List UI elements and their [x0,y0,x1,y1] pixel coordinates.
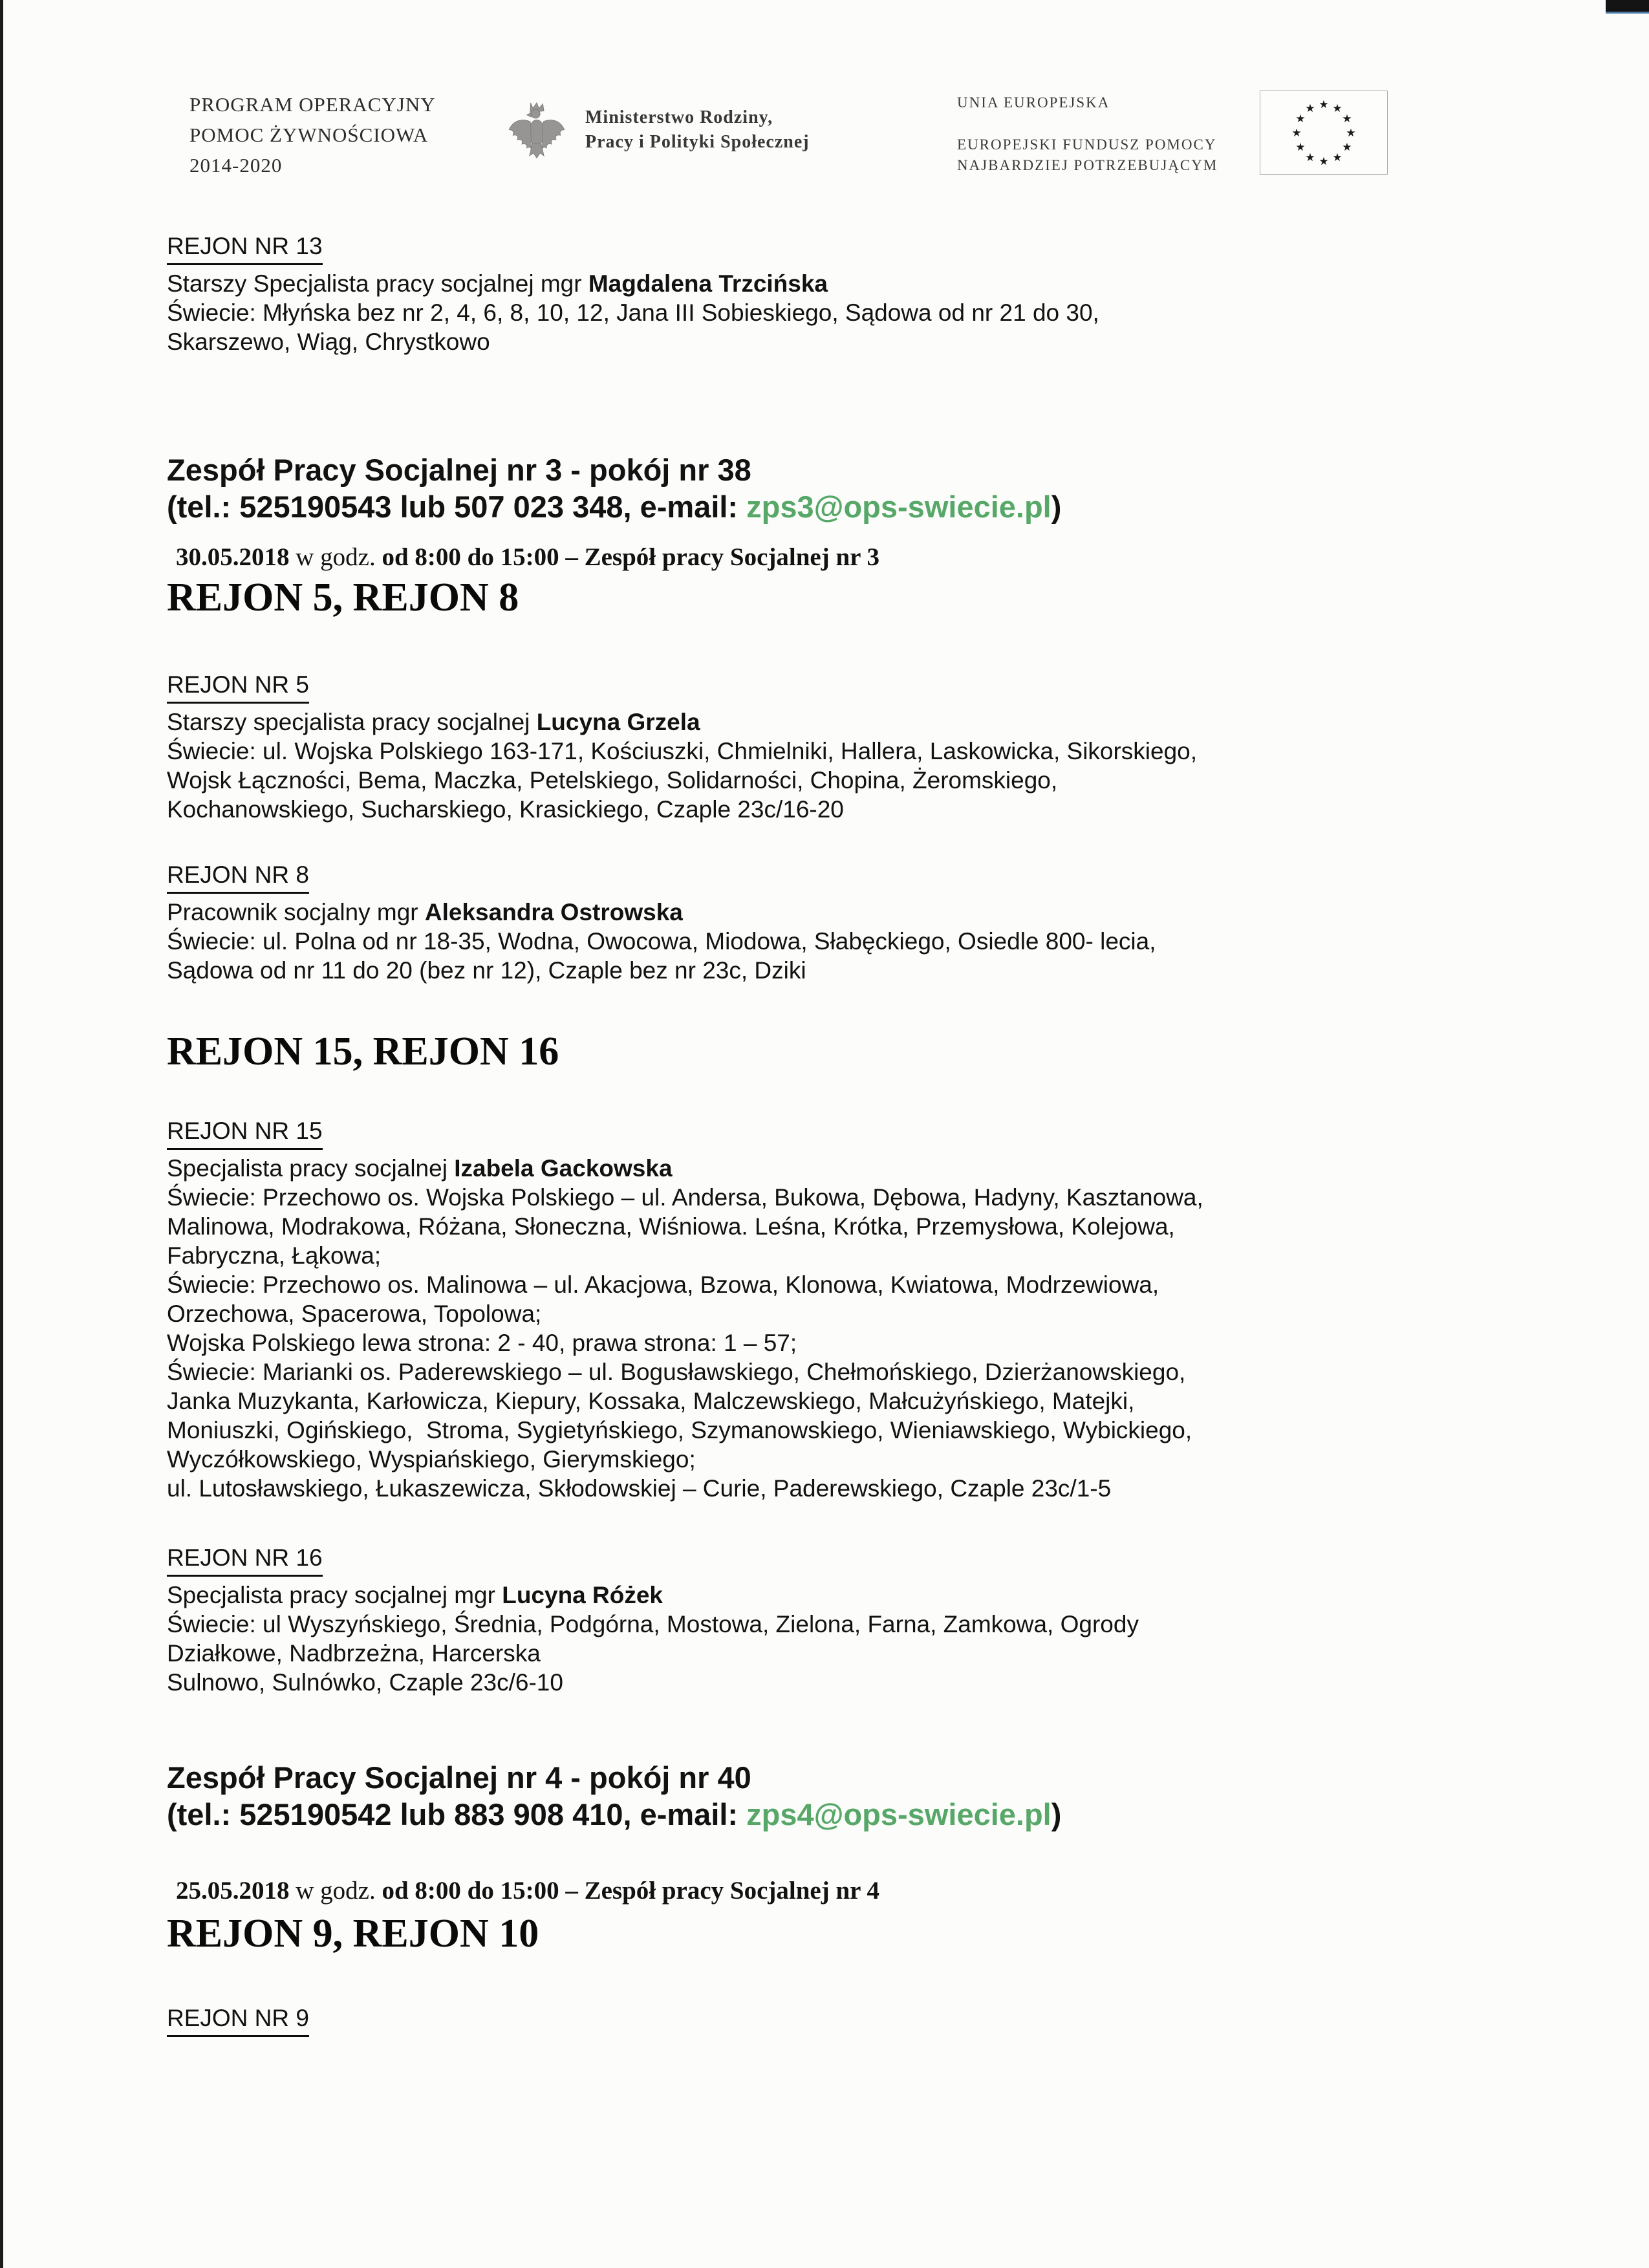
tel-text: (tel.: 525190542 lub 883 908 410, e-mail: [167,1797,747,1831]
rejon-5-title: REJON NR 5 [167,670,309,704]
rejon-16-title: REJON NR 16 [167,1543,323,1577]
section-rejon-13 [167,232,1493,356]
section-rejon-16 [167,1543,1493,1697]
svg-text:★: ★ [1305,102,1315,115]
worker-role: Pracownik socjalny mgr [167,899,425,925]
rejon-15-streets [167,1183,1493,1503]
scan-artifact-left-edge [0,0,3,2268]
zespol-3-schedule [176,542,1502,573]
heading-rejon-5-8: REJON 5, REJON 8 [167,576,519,620]
address-line: Świecie: Przechowo os. Malinowa – ul. Akacjowa, Bzowa, Klonowa, Kwiatowa, Modrzewiowa, [167,1271,1159,1298]
zespol-4-title: Zespół Pracy Socjalnej nr 4 - pokój nr 40 [167,1760,751,1795]
section-rejon-5 [167,670,1493,824]
address-line: Wojsk Łączności, Bema, Maczka, Petelskiego, Solidarności, Chopina, Żeromskiego, [167,767,1058,794]
svg-text:★: ★ [1319,155,1329,168]
program-operacyjny-block [189,89,436,180]
rejon-5-worker [167,707,1493,737]
rejon-8-streets [167,927,1493,985]
svg-text:★: ★ [1332,151,1342,164]
rejon-13-title: REJON NR 13 [167,232,323,265]
zespol-4-contact [167,1796,1493,1833]
address-line: Świecie: ul Wyszyńskiego, Średnia, Podgórna, Mostowa, Zielona, Farna, Zamkowa, Ogrody [167,1611,1139,1637]
section-rejon-15 [167,1116,1493,1503]
svg-text:★: ★ [1295,141,1306,154]
rejon-13-streets [167,298,1493,356]
tel-text: (tel.: 525190543 lub 507 023 348, e-mail: [167,490,747,524]
svg-text:★: ★ [1295,113,1306,125]
svg-text:★: ★ [1346,127,1356,140]
address-line: Działkowe, Nadbrzeżna, Harcerska [167,1640,541,1667]
address-line: Wyczółkowskiego, Wyspiańskiego, Gierymskiego; [167,1446,696,1473]
worker-name: Lucyna Grzela [536,709,700,735]
zespol-3-title: Zespół Pracy Socjalnej nr 3 - pokój nr 38 [167,453,751,487]
svg-text:★: ★ [1332,102,1342,115]
section-rejon-8 [167,860,1493,985]
rejon-8-title: REJON NR 8 [167,860,309,894]
eu-union-label: UNIA EUROPEJSKA [957,94,1110,111]
rejon-9-title: REJON NR 9 [167,2003,309,2037]
svg-text:★: ★ [1319,98,1329,111]
rejon-16-worker [167,1581,1493,1610]
svg-text:★: ★ [1291,127,1302,140]
address-line: Sądowa od nr 11 do 20 (bez nr 12), Czaple bez nr 23c, Dziki [167,957,806,984]
worker-role: Starszy Specjalista pracy socjalnej mgr [167,270,588,297]
scan-artifact-top-bar [1606,0,1649,14]
worker-name: Magdalena Trzcińska [588,270,828,297]
rejon-13-worker [167,269,1493,298]
zespol-4-schedule [176,1875,1502,1906]
svg-text:★: ★ [1342,113,1352,125]
eu-fund-label: NAJBARDZIEJ POTRZEBUJĄCYM [957,157,1218,173]
rejon-15-worker [167,1154,1493,1183]
address-line: Wojska Polskiego lewa strona: 2 - 40, prawa strona: 1 – 57; [167,1330,797,1356]
schedule-text: od 8:00 do 15:00 – Zespół pracy Socjalnej nr 4 [382,1877,880,1905]
address-line: Janka Muzykanta, Karłowicza, Kiepury, Kossaka, Malczewskiego, Małcużyńskiego, Matejki, [167,1388,1135,1414]
zespol-3-email-link[interactable]: zps3@ops-swiecie.pl [746,490,1051,524]
program-line: 2014-2020 [189,154,283,177]
rejon-8-worker [167,898,1493,927]
schedule-text: w godz. [289,1877,382,1905]
section-rejon-9 [167,2003,1493,2041]
rejon-5-streets [167,737,1493,824]
ministry-line: Pracy i Polityki Społecznej [585,132,810,152]
worker-role: Specjalista pracy socjalnej mgr [167,1582,502,1608]
address-line: Sulnowo, Sulnówko, Czaple 23c/6-10 [167,1669,563,1696]
eu-fund-label: EUROPEJSKI FUNDUSZ POMOCY [957,136,1217,153]
schedule-date: 25.05.2018 [176,1877,290,1905]
address-line: Świecie: Przechowo os. Wojska Polskiego – ul. Andersa, Bukowa, Dębowa, Hadyny, Kasztanowa, [167,1184,1203,1211]
worker-name: Izabela Gackowska [454,1155,673,1182]
rejon-15-title: REJON NR 15 [167,1116,323,1150]
address-line: Skarszewo, Wiąg, Chrystkowo [167,329,490,355]
address-line: Świecie: ul. Polna od nr 18-35, Wodna, Owocowa, Miodowa, Słabęckiego, Osiedle 800- lecia, [167,928,1156,955]
address-line: Świecie: Młyńska bez nr 2, 4, 6, 8, 10, 12, Jana III Sobieskiego, Sądowa od nr 21 do 30, [167,299,1099,326]
eu-text-block [957,94,1218,176]
section-zespol-3 [167,451,1493,525]
address-line: Malinowa, Modrakowa, Różana, Słoneczna, Wiśniowa. Leśna, Krótka, Przemysłowa, Kolejowa, [167,1213,1175,1240]
rejon-16-streets [167,1610,1493,1697]
ministry-line: Ministerstwo Rodziny, [585,107,773,127]
schedule-text: w godz. [289,543,382,571]
heading-rejon-15-16: REJON 15, REJON 16 [167,1030,559,1074]
schedule-date: 30.05.2018 [176,543,290,571]
tel-text: ) [1051,1797,1062,1831]
program-line: PROGRAM OPERACYJNY [189,93,436,116]
address-line: Świecie: ul. Wojska Polskiego 163-171, Kościuszki, Chmielniki, Hallera, Laskowicka, Sikorskiego, [167,738,1198,764]
address-line: Moniuszki, Ogińskiego, Stroma, Sygietyńskiego, Szymanowskiego, Wieniawskiego, Wybickiego, [167,1417,1192,1443]
program-line: POMOC ŻYWNOŚCIOWA [189,124,429,146]
ministry-name [585,105,810,155]
worker-name: Lucyna Różek [502,1582,663,1608]
tel-text: ) [1051,490,1062,524]
heading-rejon-9-10: REJON 9, REJON 10 [167,1912,539,1956]
worker-role: Specjalista pracy socjalnej [167,1155,455,1182]
address-line: Świecie: Marianki os. Paderewskiego – ul. Bogusławskiego, Chełmońskiego, Dzierżanowskiego, [167,1359,1186,1385]
address-line: Fabryczna, Łąkowa; [167,1242,382,1269]
eu-stars-icon [1260,91,1388,175]
worker-role: Starszy specjalista pracy socjalnej [167,709,537,735]
polish-eagle-icon [506,96,567,169]
zespol-4-email-link[interactable]: zps4@ops-swiecie.pl [746,1797,1051,1831]
address-line: Orzechowa, Spacerowa, Topolowa; [167,1301,542,1327]
address-line: Kochanowskiego, Sucharskiego, Krasickiego, Czaple 23c/16-20 [167,796,844,823]
zespol-3-contact [167,488,1493,525]
svg-text:★: ★ [1305,151,1315,164]
svg-text:★: ★ [1342,141,1352,154]
worker-name: Aleksandra Ostrowska [424,899,683,925]
address-line: ul. Lutosławskiego, Łukaszewicza, Skłodowskiej – Curie, Paderewskiego, Czaple 23c/1-5 [167,1475,1112,1502]
section-zespol-4 [167,1759,1493,1833]
schedule-text: od 8:00 do 15:00 – Zespół pracy Socjalnej nr 3 [382,543,880,571]
